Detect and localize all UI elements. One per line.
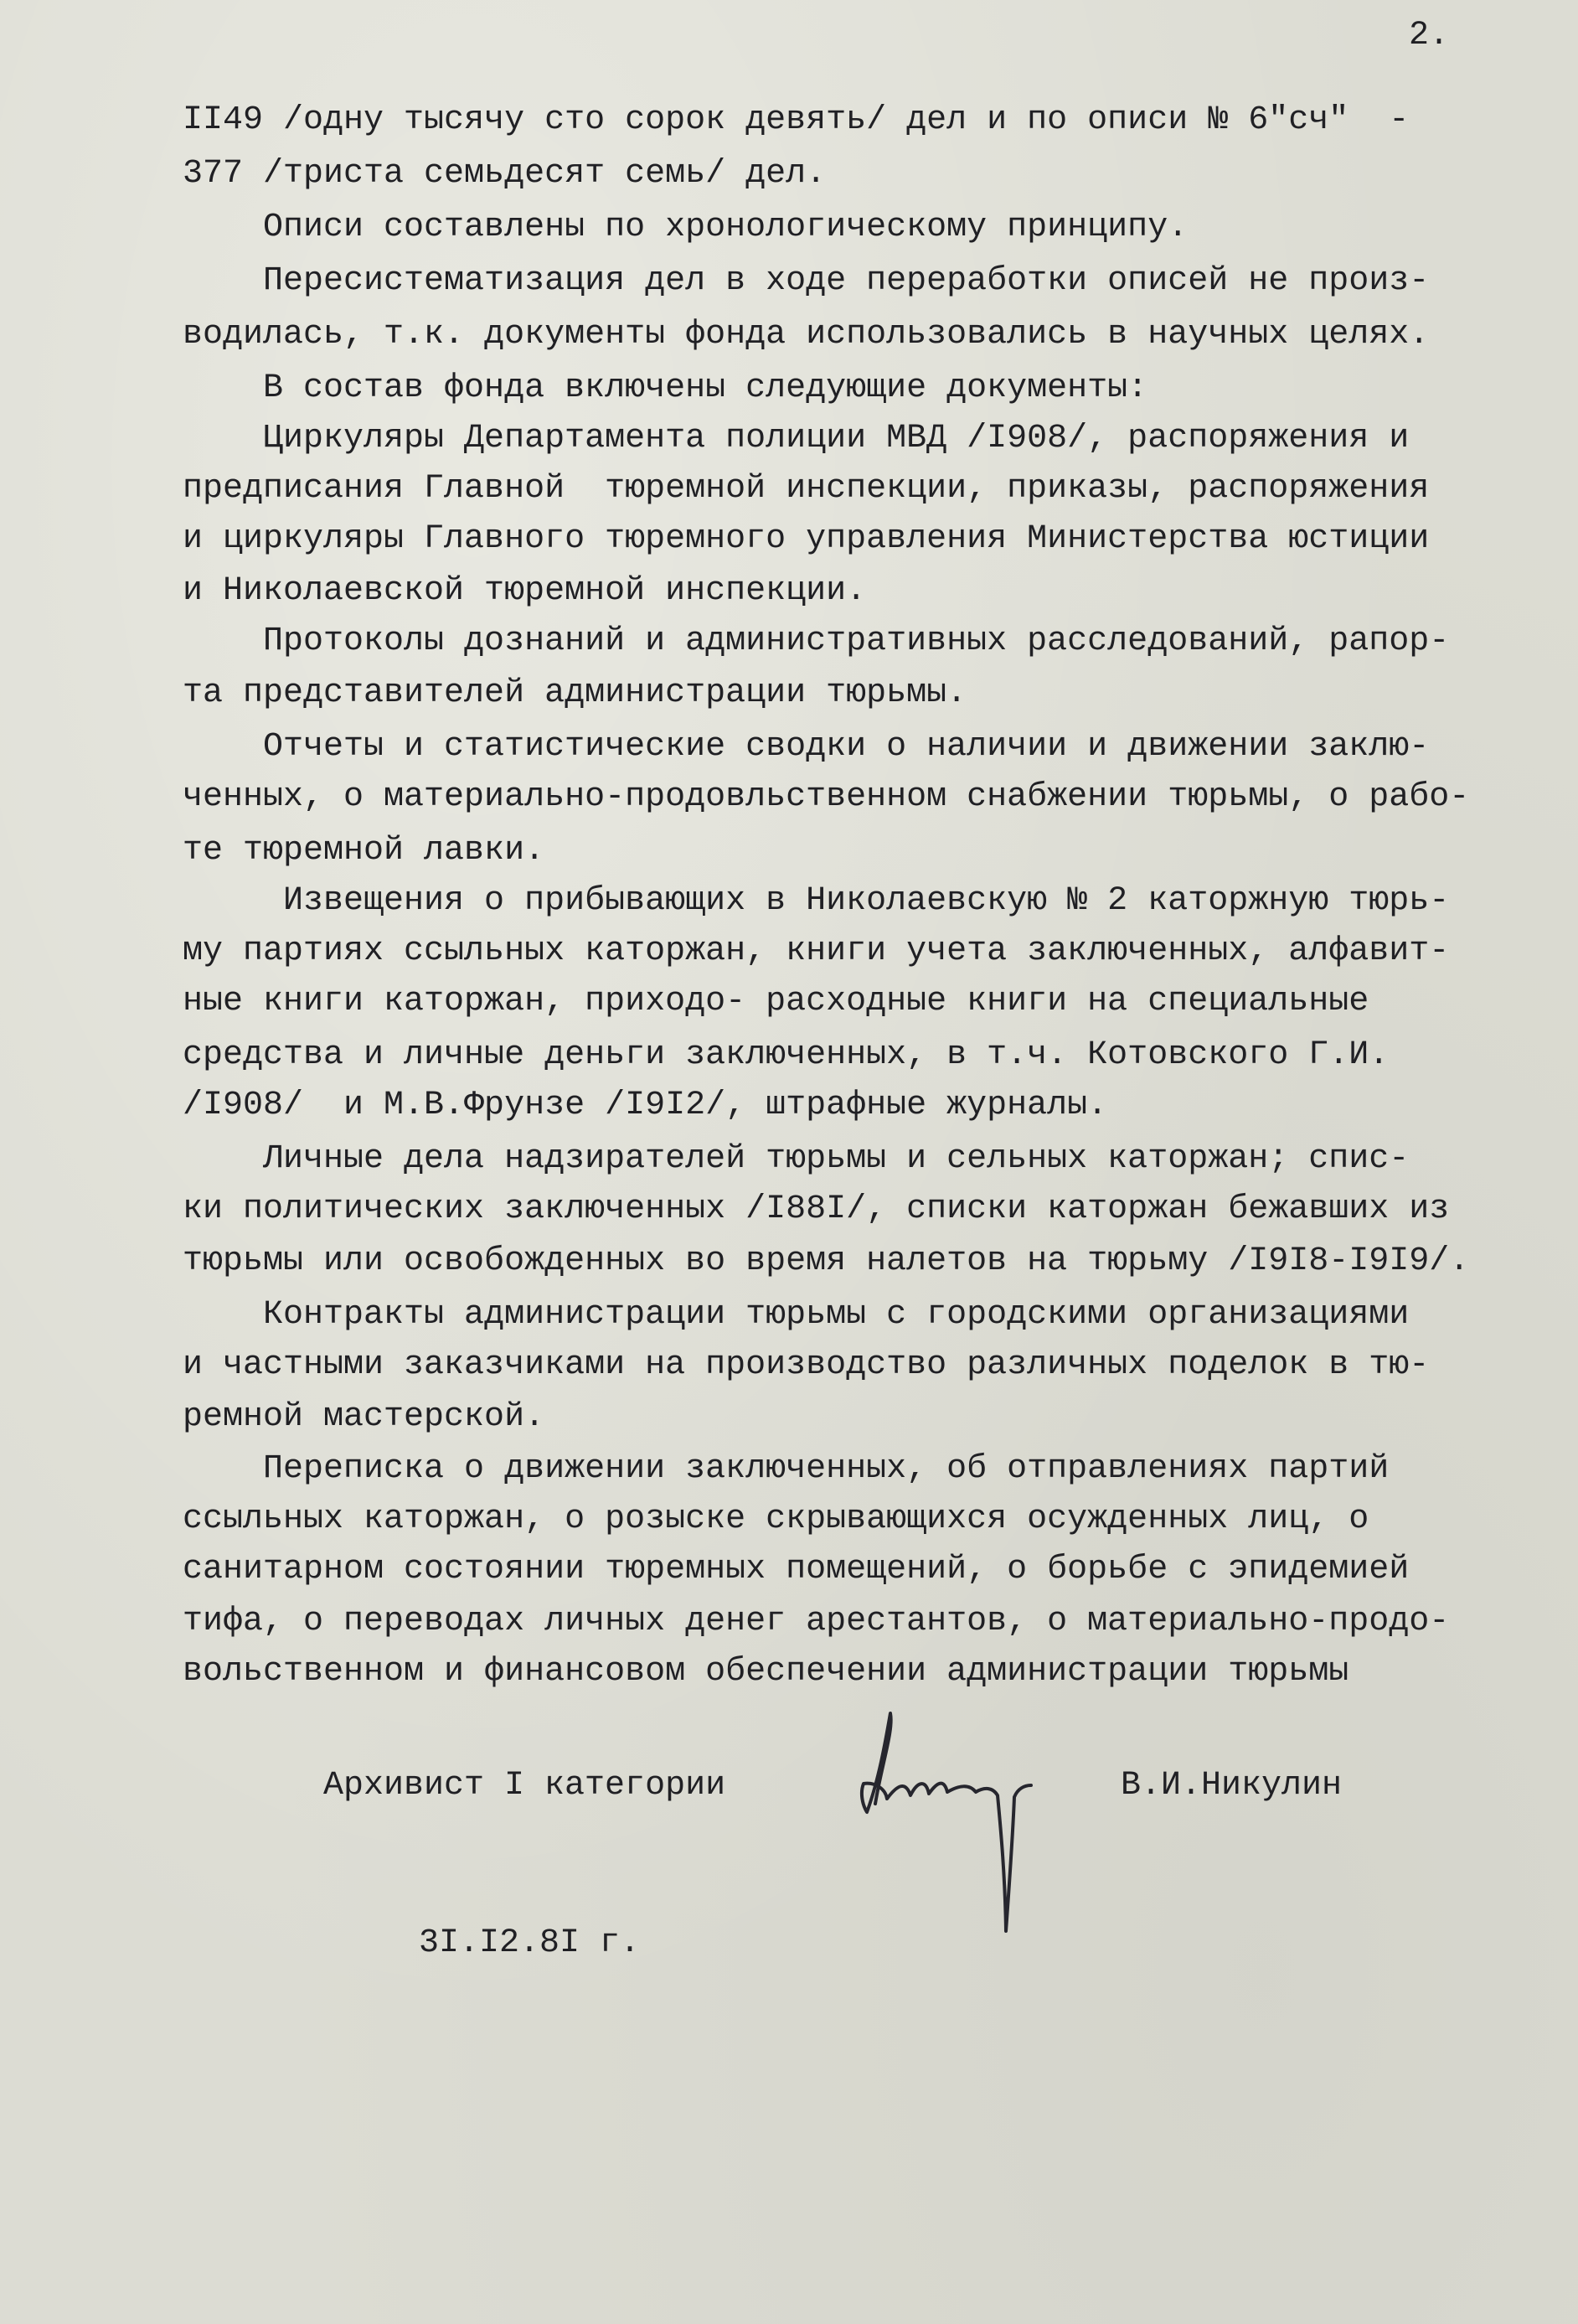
text-line: та представителей администрации тюрьмы. [183,674,967,712]
text-line: средства и личные деньги заключенных, в т.ч. Котовского Г.И. [183,1036,1390,1074]
text-line: ные книги каторжан, приходо- расходные книги на специальные [183,983,1369,1020]
text-line: Контракты администрации тюрьмы с городскими организациями [183,1296,1410,1334]
text-line: те тюремной лавки. [183,832,545,870]
text-line: Пересистематизация дел в ходе переработки описей не произ- [183,262,1430,300]
text-line: Переписка о движении заключенных, об отправлениях партий [183,1450,1390,1488]
text-line: ченных, о материально-продовльственном снабжении тюрьмы, о рабо- [183,778,1470,816]
text-line: Личные дела надзирателей тюрьмы и сельных каторжан; спис- [183,1140,1410,1178]
text-line: и циркуляры Главного тюремного управления Министерства юстиции [183,520,1430,558]
text-line: II49 /одну тысячу сто сорок девять/ дел и по описи № 6"сч" - [183,101,1410,139]
text-line: ки политических заключенных /I88I/, списки каторжан бежавших из [183,1190,1450,1228]
text-line: Протоколы дознаний и административных расследований, рапор- [183,622,1450,660]
text-line: Извещения о прибывающих в Николаевскую № 2 каторжную тюрь- [183,882,1450,920]
text-line: Циркуляры Департамента полиции МВД /I908/, распоряжения и [183,420,1410,457]
text-line: предписания Главной тюремной инспекции, приказы, распоряжения [183,470,1430,508]
text-line: вольственном и финансовом обеспечении администрации тюрьмы [183,1653,1349,1691]
text-line: Описи составлены по хронологическому принципу. [183,209,1189,246]
text-line: му партиях ссыльных каторжан, книги учета заключенных, алфавит- [183,932,1450,970]
handwritten-signature-icon [842,1705,1060,1948]
text-line: тюрьмы или освобожденных во время налетов на тюрьму /I9I8-I9I9/. [183,1242,1470,1280]
text-line: и Николаевской тюремной инспекции. [183,572,867,610]
text-line: 377 /триста семьдесят семь/ дел. [183,155,827,193]
page-number: 2. [1409,17,1450,54]
text-line: ссыльных каторжан, о розыске скрывающихся осужденных лиц, о [183,1500,1369,1538]
text-line: /I908/ и М.В.Фрунзе /I9I2/, штрафные журналы. [183,1087,1108,1124]
text-line: водилась, т.к. документы фонда использовались в научных целях. [183,316,1430,354]
signatory-name: В.И.Никулин [1121,1767,1343,1805]
text-line: и частными заказчиками на производство различных поделок в тю- [183,1346,1430,1384]
text-line: В состав фонда включены следующие документы: [183,369,1148,407]
document-date: 3I.I2.8I г. [419,1924,641,1962]
text-line: тифа, о переводах личных денег арестантов, о материально-продо- [183,1603,1450,1640]
text-line: Отчеты и статистические сводки о наличии и движении заклю- [183,728,1430,766]
text-line: ремной мастерской. [183,1398,545,1436]
signatory-position: Архивист I категории [323,1767,726,1805]
text-line: санитарном состоянии тюремных помещений, о борьбе с эпидемией [183,1551,1410,1588]
